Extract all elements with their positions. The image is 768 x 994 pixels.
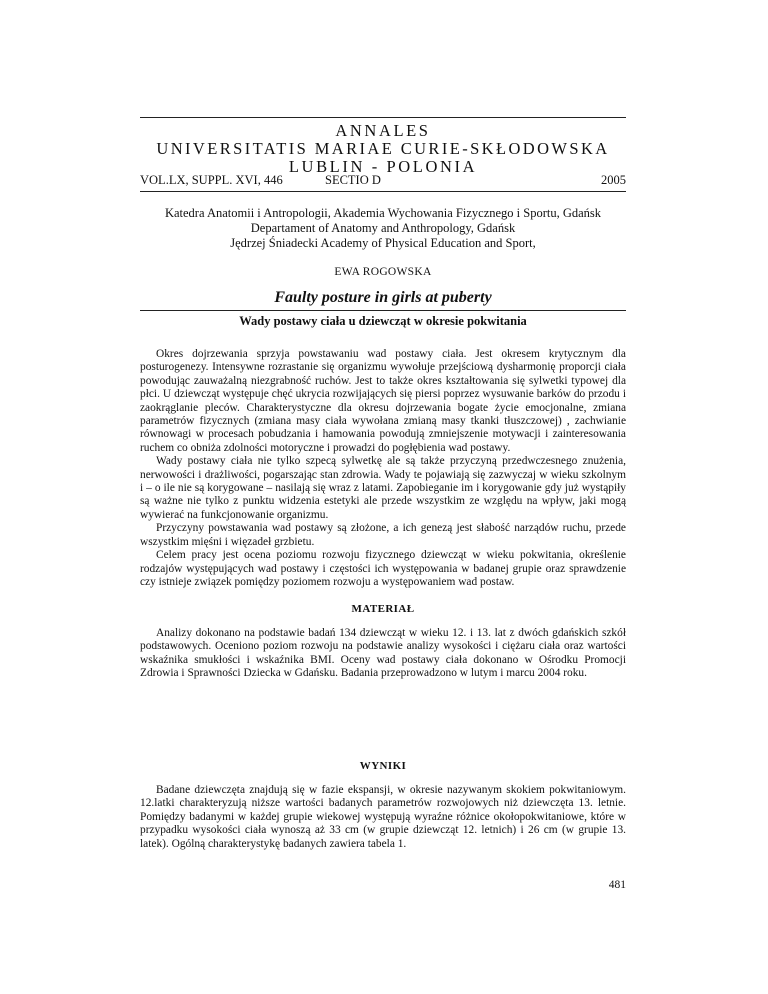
journal-title-line-2: UNIVERSITATIS MARIAE CURIE-SKŁODOWSKA: [156, 139, 610, 158]
intro-paragraph: Celem pracy jest ocena poziomu rozwoju fizycznego dziewcząt w wieku pokwitania, określenie rodzajów występujących wad postawy i częstości ich występowania w badanej grupie oraz sprawdzenie czy istnieje związek pomiędzy poziomem rozwoju a występowaniem wad postaw.: [140, 549, 626, 588]
author-name: EWA ROGOWSKA: [334, 266, 432, 278]
results-section: [140, 784, 626, 851]
journal-title-line-1: ANNALES: [335, 121, 431, 140]
journal-title-line-3: LUBLIN - POLONIA: [288, 157, 478, 176]
page-number: 481: [608, 879, 626, 891]
results-paragraph: Badane dziewczęta znajdują się w fazie ekspansji, w okresie nazywanym skokiem pokwitaniowym. 12.latki charakteryzują niższe wartości badanych parametrów rozwojowych niż dziewczęta 13. letnie. Pomiędzy badanymi w każdej grupie wiekowej występują wyraźne różnice okołopokwitaniowe, które w przypadku wysokości ciała wynoszą aż 33 cm (w grupie dziewcząt 12. letnich) i 26 cm (w grupie 13. latek). Ogólną charakterystykę badanych zawiera tabela 1.: [140, 784, 626, 850]
intro-paragraph: Przyczyny powstawania wad postawy są złożone, a ich genezą jest słabość narządów ruchu, przede wszystkim mięśni i więzadeł grzbietu.: [140, 522, 626, 548]
publication-year: 2005: [601, 173, 626, 187]
volume-info: VOL.LX, SUPPL. XVI, 446: [140, 173, 283, 187]
affiliation-line-2: Departament of Anatomy and Anthropology, Gdańsk: [250, 221, 516, 235]
section-heading-material: MATERIAŁ: [351, 603, 415, 615]
affiliation-line-3: Jędrzej Śniadecki Academy of Physical Education and Sport,: [230, 236, 536, 250]
header-bottom-rule: [140, 191, 626, 192]
material-section: [140, 627, 626, 681]
paper-title-english: Faulty posture in girls at puberty: [274, 289, 492, 306]
intro-paragraph: Okres dojrzewania sprzyja powstawaniu wad postawy ciała. Jest okresem krytycznym dla posturogenezy. Intensywne rozrastanie się organizmu wywołuje przejściową dysharmonię proporcji ciała powodując zauważalną niezgrabność ruchów. Jest to także okres kształtowania się sylwetki typowej dla płci. U dziewcząt występuje chęć ukrycia rozwijających się piersi poprzez wysuwanie barków do przodu i zaokrąglanie pleców. Charakterystyczne dla okresu dojrzewania bogate życie emocjonalne, zmiana parametrów fizycznych (zmiana masy ciała wywołana zmianą masy tkanki tłuszczowej) , zachwianie równowagi w procesach pobudzania i hamowania powodują zmniejszenie motywacji i zainteresowania ruchem co obniża zdolności motoryczne i prowadzi do pogłębienia wad postawy.: [140, 348, 626, 454]
paper-title-polish: Wady postawy ciała u dziewcząt w okresie pokwitania: [239, 314, 527, 328]
introduction: [140, 348, 626, 589]
section-heading-results: WYNIKI: [359, 760, 407, 772]
section-label: SECTIO D: [325, 173, 381, 187]
title-rule: [140, 310, 626, 311]
intro-paragraph: Wady postawy ciała nie tylko szpecą sylwetkę ale są także przyczyną przedwczesnego znużenia, nerwowości i drażliwości, pogarszając stan zdrowia. Wady te pojawiają się zazwyczaj w wieku szkolnym i – o ile nie są korygowane – nasilają się wraz z latami. Zapobieganie im i korygowanie gdy już wystąpiły są ważne nie tylko z punktu widzenia estetyki ale przede wszystkim ze względu na wpływ, jaki mogą wywierać na funkcjonowanie organizmu.: [140, 455, 626, 521]
material-paragraph: Analizy dokonano na podstawie badań 134 dziewcząt w wieku 12. i 13. lat z dwóch gdańskich szkół podstawowych. Oceniono poziom rozwoju na podstawie analizy wysokości i ciężaru ciała oraz wartości wskaźnika smukłości i wskaźnika BMI. Oceny wad postawy ciała dokonano w Ośrodku Promocji Zdrowia i Sprawności Dziecka w Gdańsku. Badania przeprowadzono w lutym i marcu 2004 roku.: [140, 627, 626, 680]
affiliation-line-1: Katedra Anatomii i Antropologii, Akademia Wychowania Fizycznego i Sportu, Gdańsk: [164, 206, 602, 220]
top-rule: [140, 117, 626, 118]
